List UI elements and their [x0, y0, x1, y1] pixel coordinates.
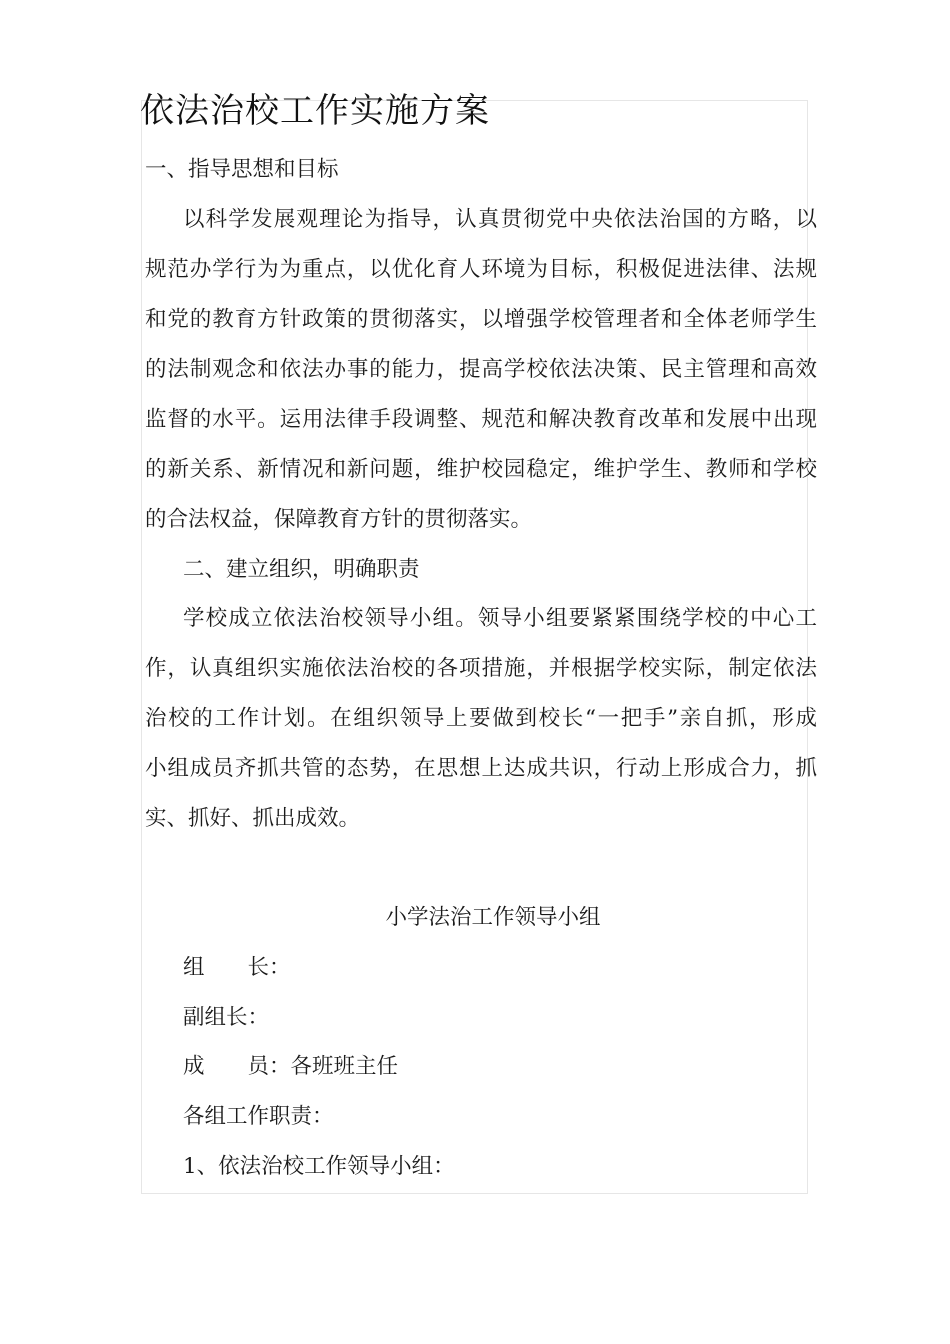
paragraph-line: 的新关系、新情况和新问题，维护校园稳定，维护学生、教师和学校 [145, 457, 817, 482]
paragraph-line: 的法制观念和依法办事的能力，提高学校依法决策、民主管理和高效 [145, 357, 817, 382]
paragraph-line: 作，认真组织实施依法治校的各项措施，并根据学校实际，制定依法 [145, 656, 817, 681]
paragraph-line: 治校的工作计划。在组织领导上要做到校长“一把手”亲自抓，形成 [145, 706, 817, 731]
paragraph-line: 监督的水平。运用法律手段调整、规范和解决教育改革和发展中出现 [145, 407, 817, 432]
section-2-heading: 二、建立组织，明确职责 [183, 557, 420, 582]
paragraph-line: 学校成立依法治校领导小组。领导小组要紧紧围绕学校的中心工 [183, 606, 817, 631]
paragraph-line: 的合法权益，保障教育方针的贯彻落实。 [145, 507, 533, 532]
group-leader: 组 长： [183, 955, 291, 980]
paragraph-line: 实、抓好、抓出成效。 [145, 806, 361, 831]
section-1-heading: 一、指导思想和目标 [145, 157, 339, 182]
document-title: 依法治校工作实施方案 [140, 91, 490, 131]
group-heading: 小学法治工作领导小组 [385, 905, 601, 930]
group-item-1: 1、依法治校工作领导小组： [183, 1154, 455, 1179]
paragraph-line: 和党的教育方针政策的贯彻落实，以增强学校管理者和全体老师学生 [145, 307, 817, 332]
paragraph-line: 以科学发展观理论为指导，认真贯彻党中央依法治国的方略，以 [183, 207, 817, 232]
paragraph-line: 规范办学行为为重点，以优化育人环境为目标，积极促进法律、法规 [145, 257, 817, 282]
group-members: 成 员：各班班主任 [183, 1054, 399, 1079]
paragraph-line: 小组成员齐抓共管的态势，在思想上达成共识，行动上形成合力，抓 [145, 756, 817, 781]
group-duties-heading: 各组工作职责： [183, 1104, 334, 1129]
group-deputy: 副组长： [183, 1005, 270, 1030]
